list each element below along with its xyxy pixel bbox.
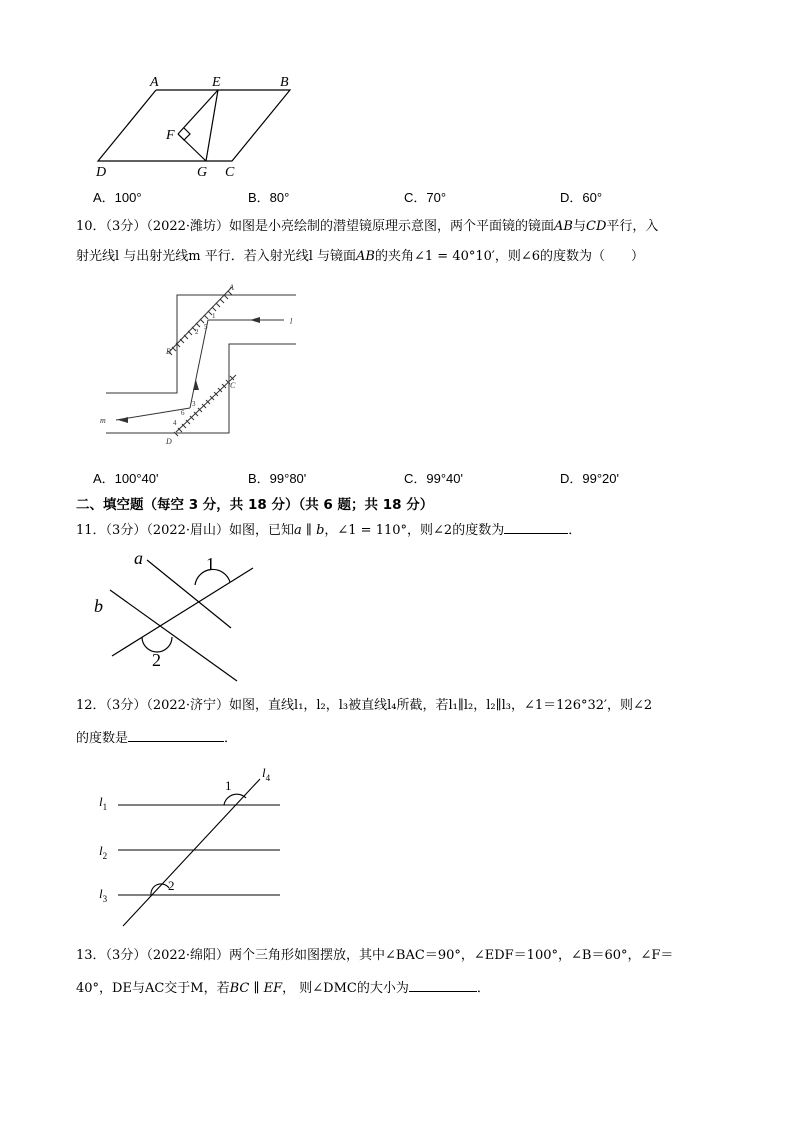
angle-5: 5 xyxy=(204,323,208,331)
q12-number: 12． xyxy=(76,698,106,713)
label-C: C xyxy=(225,165,235,180)
q12-answer-blank[interactable] xyxy=(128,729,224,742)
q11-text-a: （3分）（2022·眉山）如图，已知 xyxy=(105,523,295,538)
q13-text-2a: 40°，DE与AC交于M，若 xyxy=(76,981,230,996)
q10-yu: 与 xyxy=(573,219,587,234)
q13-number: 13． xyxy=(76,948,106,963)
label-l2-sub: 2 xyxy=(102,851,108,861)
q9-parallelogram-figure xyxy=(90,72,310,182)
label-b: b xyxy=(94,596,103,616)
q10-number: 10． xyxy=(76,219,106,234)
label-D: D xyxy=(166,437,172,446)
q12-line1 xyxy=(76,698,652,714)
label-a: a xyxy=(134,548,143,568)
label-angle-1: 1 xyxy=(206,554,215,574)
arrow-middle xyxy=(193,380,199,390)
q13-text-1: （3分）（2022·绵阳）两个三角形如图摆放，其中∠BAC＝90°，∠EDF＝100°，∠B＝60°，∠F＝ xyxy=(105,948,674,963)
q11-tail: ． xyxy=(568,523,582,538)
mirror-ab-hatching xyxy=(168,291,232,355)
q10-line1 xyxy=(76,219,658,235)
angle-2: 2 xyxy=(195,328,199,336)
q10-text-1-tail: 平行，入 xyxy=(606,219,659,234)
angle-1: 1 xyxy=(212,312,216,320)
q11-text xyxy=(76,521,581,539)
q11-text-b: ，∠1 = 110°，则∠2的度数为 xyxy=(324,523,505,538)
label-angle-1: 1 xyxy=(225,778,232,793)
q12-text-1: （3分）（2022·济宁）如图，直线l₁，l₂，l₃被直线l₄所截，若l₁∥l₂，l₂∥l₃，∠1＝126°32′，则∠2 xyxy=(105,698,653,713)
line-b xyxy=(110,590,237,681)
label-l3 xyxy=(99,886,108,904)
q12-line2 xyxy=(76,729,237,747)
periscope-outer-wall-bottom xyxy=(106,344,296,433)
q10-text-2a: 射光线l 与出射光线m 平行．若入射光线l 与镜面 xyxy=(76,249,357,264)
label-m: m xyxy=(100,416,106,425)
label-l: l xyxy=(290,317,293,326)
label-l1-main: l xyxy=(99,794,103,809)
q10-option-a: A．100°40' xyxy=(93,471,159,486)
q9-option-a: A．100° xyxy=(93,190,142,205)
q13-line1 xyxy=(76,948,673,964)
label-angle-2: 2 xyxy=(168,878,175,893)
q13-text-2b: ， 则∠DMC的大小为 xyxy=(282,981,409,996)
label-l4-main: l xyxy=(262,765,266,780)
q11-answer-blank[interactable] xyxy=(504,521,568,534)
mirror-cd xyxy=(176,375,236,432)
label-C: C xyxy=(230,381,236,390)
arrow-l xyxy=(250,317,260,323)
label-F: F xyxy=(166,128,175,143)
label-l2-main: l xyxy=(99,843,103,858)
q10-option-d: D．99°20' xyxy=(560,471,619,486)
label-B: B xyxy=(280,75,289,90)
q10-text-2b: 的夹角∠1 = 40°10′，则∠6的度数为（ ） xyxy=(375,249,645,264)
mirror-ab xyxy=(170,287,232,351)
line-l4 xyxy=(123,779,260,926)
reflected-ray xyxy=(190,320,208,408)
label-l4-sub: 4 xyxy=(265,773,271,783)
q9-option-d: D．60° xyxy=(560,190,603,205)
label-G: G xyxy=(197,165,208,180)
label-l3-main: l xyxy=(99,886,103,901)
label-l1-sub: 1 xyxy=(102,802,108,812)
parallelogram-abcd xyxy=(98,90,290,161)
angle-3: 3 xyxy=(192,400,196,408)
label-A: A xyxy=(150,75,159,90)
q11-relation: a ∥ b xyxy=(294,523,325,538)
label-l3-sub: 3 xyxy=(102,894,108,904)
label-D: D xyxy=(96,165,107,180)
angle-4: 4 xyxy=(173,419,177,427)
q9-option-c: C．70° xyxy=(404,190,447,205)
angle-1-arc xyxy=(224,794,246,805)
right-angle-mark xyxy=(178,128,190,140)
q12-tail: ． xyxy=(224,731,238,746)
q11-number: 11． xyxy=(76,523,106,538)
q13-line2 xyxy=(76,979,490,997)
q10-text-1: （3分）（2022·潍坊）如图是小亮绘制的潜望镜原理示意图，两个平面镜的镜面 xyxy=(105,219,555,234)
label-l1 xyxy=(99,794,107,812)
angle-6: 6 xyxy=(181,409,185,417)
q13-relation: BC ∥ EF xyxy=(229,981,283,996)
q10-option-c: C．99°40' xyxy=(404,471,463,486)
arrow-m xyxy=(118,417,128,423)
label-angle-2: 2 xyxy=(152,650,161,670)
q9-option-b: B．80° xyxy=(248,190,290,205)
label-A: A xyxy=(229,283,234,292)
label-l4 xyxy=(262,765,271,783)
q10-ab-2: AB xyxy=(356,249,375,264)
label-l2 xyxy=(99,843,107,861)
q10-periscope-figure xyxy=(96,282,302,450)
q10-option-b: B．99°80' xyxy=(248,471,307,486)
q11-parallel-lines-figure xyxy=(90,546,260,686)
q13-tail: ． xyxy=(476,981,490,996)
section-2-heading: 二、填空题（每空 3 分，共 18 分）（共 6 题；共 18 分） xyxy=(76,497,434,513)
label-E: E xyxy=(212,75,221,90)
q12-text-2: 的度数是 xyxy=(76,731,129,746)
transversal xyxy=(112,568,253,656)
q10-ab: AB xyxy=(554,219,573,234)
label-B: B xyxy=(166,347,171,356)
q12-parallel-lines-figure xyxy=(96,764,286,934)
q10-line2 xyxy=(76,249,644,265)
q13-answer-blank[interactable] xyxy=(409,979,477,992)
q10-cd: CD xyxy=(586,219,607,234)
